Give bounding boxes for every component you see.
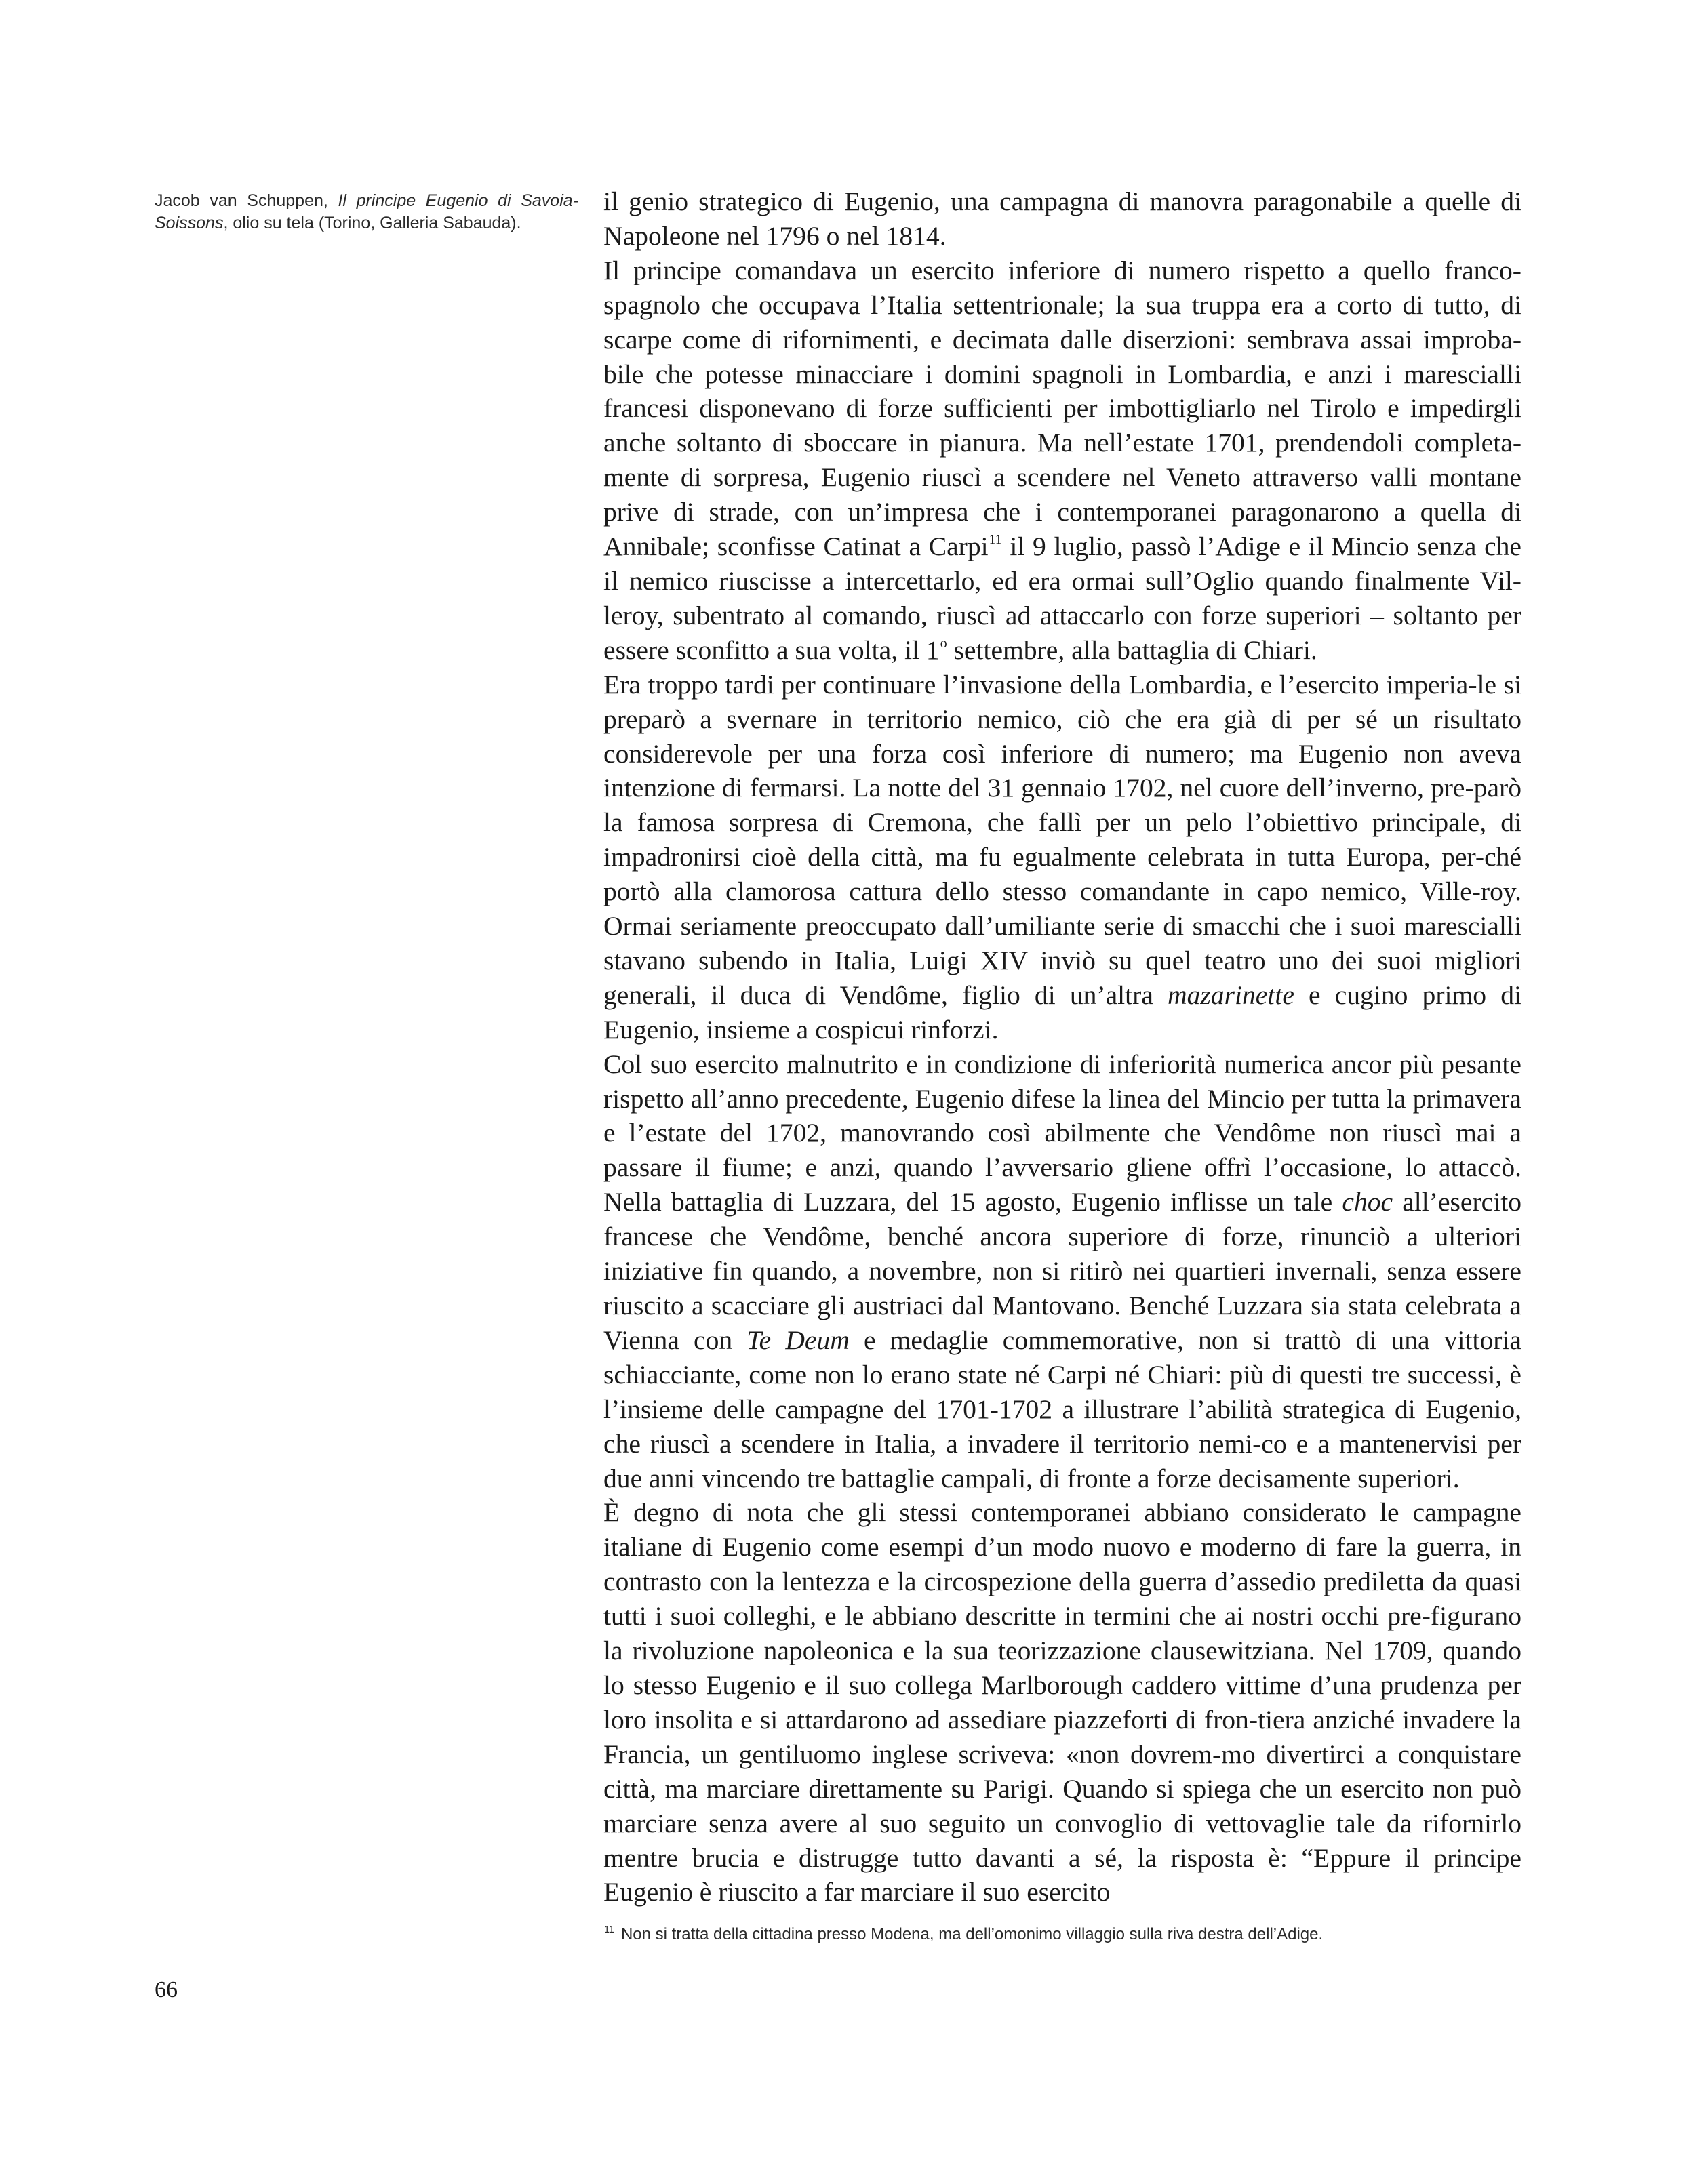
paragraph-2-text-b: il 9 luglio, passò l’Adige e il Mincio senza che il nemico riuscisse a intercettarlo, ed era ormai sull’Oglio quando finalmente Vil-leroy, subentrato al comando, riuscì ad attaccarlo con forze superiori – soltanto per essere sconfitto a sua volta, il 1	[603, 531, 1521, 665]
paragraph-4-text-a: Col suo esercito malnutrito e in condizione di inferiorità numerica ancor più pesante rispetto all’anno precedente, Eugenio difese la linea del Mincio per tutta la primavera e l’estate del 1702, manovrando così abilmente che Vendôme non riuscì mai a passare il fiume; e anzi, quando l’avversario gliene offrì l’occasione, lo attaccò. Nella battaglia di Luzzara, del 15 agosto, Eugenio inflisse un tale	[603, 1049, 1521, 1217]
footnote-number: 11	[604, 1924, 614, 1935]
paragraph-4-italic-choc: choc	[1342, 1187, 1393, 1217]
ordinal-superscript: o	[940, 635, 947, 651]
paragraph-3-text-a: Era troppo tardi per continuare l’invasione della Lombardia, e l’esercito imperia-le si preparò a svernare in territorio nemico, ciò che era già di per sé un risultato considerevole per una forza così inferiore di numero; ma Eugenio non aveva intenzione di fermarsi. La notte del 31 gennaio 1702, nel cuore dell’inverno, pre-parò la famosa sorpresa di Cremona, che fallì per un pelo l’obiettivo principale, di impadronirsi cioè della città, ma fu egualmente celebrata in tutta Europa, per-ché portò alla clamorosa cattura dello stesso comandante in capo nemico, Ville-roy. Ormai seriamente preoccupato dall’umiliante serie di smacchi che i suoi marescialli stavano subendo in Italia, Luigi XIV inviò su quel teatro uno dei suoi migliori generali, il duca di Vendôme, figlio di un’altra	[603, 669, 1521, 1010]
paragraph-2	[603, 254, 1521, 668]
paragraph-4-text-c: e medaglie commemorative, non si trattò di una vittoria schiacciante, come non lo erano state né Carpi né Chiari: più di questi tre successi, è l’insieme delle campagne del 1701-1702 a illustrare l’abilità strategica di Eugenio, che riuscì a scendere in Italia, a invadere il territorio nemi-co e a mantenervisi per due anni vincendo tre battaglie campali, di fronte a forze decisamente superiori.	[603, 1324, 1521, 1493]
main-text-column	[603, 184, 1521, 1909]
footnote-text: Non si tratta della cittadina presso Modena, ma dell’omonimo villaggio sulla riva destra dell’Adige.	[620, 1925, 1324, 1943]
paragraph-5: È degno di nota che gli stessi contemporanei abbiano considerato le campagne italiane di Eugenio come esempi d’un modo nuovo e moderno di fare la guerra, in contrasto con la lentezza e la circospezione della guerra d’assedio prediletta da quasi tutti i suoi colleghi, e le abbiano descritte in termini che ai nostri occhi pre-figurano la rivoluzione napoleonica e la sua teorizzazione clausewitziana. Nel 1709, quando lo stesso Eugenio e il suo collega Marlborough caddero vittime d’una prudenza per loro insolita e si attardarono ad assediare piazzeforti di fron-tiera anziché invadere la Francia, un gentiluomo inglese scriveva: «non dovrem-mo divertirci a conquistare città, ma marciare direttamente su Parigi. Quando si spiega che un esercito non può marciare senza avere al suo seguito un convoglio di vettovaglie tale da rifornirlo mentre brucia e distrugge tutto davanti a sé, la risposta è: “Eppure il principe Eugenio è riuscito a far marciare il suo esercito	[603, 1497, 1521, 1907]
paragraph-3-italic: mazarinette	[1168, 979, 1294, 1010]
footnote	[603, 1924, 1521, 1945]
paragraph-4-italic-te-deum: Te Deum	[747, 1324, 850, 1355]
paragraph-4	[603, 1047, 1521, 1496]
figure-caption	[155, 190, 578, 235]
paragraph-1: il genio strategico di Eugenio, una campagna di manovra paragonabile a quelle di Napoleone nel 1796 o nel 1814.	[603, 186, 1521, 251]
caption-rest: , olio su tela (Torino, Galleria Sabauda).	[223, 214, 521, 232]
caption-author: Jacob van Schuppen,	[155, 191, 338, 210]
page-number: 66	[155, 1977, 178, 2002]
footnote-reference: 11	[989, 532, 1002, 548]
paragraph-4-text-b: all’esercito francese che Vendôme, benché ancora superiore di forze, rinunciò a ulteriori iniziative fin quando, a novembre, non si ritirò nei quartieri invernali, senza essere riuscito a scacciare gli austriaci dal Mantovano. Benché Luzzara sia stata celebrata a Vienna con	[603, 1187, 1522, 1355]
caption-title: Il principe Eugenio di Savoia-Soissons	[155, 191, 578, 232]
paragraph-3	[603, 668, 1521, 1047]
paragraph-2-text-c: settembre, alla battaglia di Chiari.	[947, 634, 1317, 665]
paragraph-2-text-a: Il principe comandava un esercito inferiore di numero rispetto a quello franco-spagnolo che occupava l’Italia settentrionale; la sua truppa era a corto di tutto, di scarpe come di rifornimenti, e decimata dalle diserzioni: sembrava assai improba-bile che potesse minacciare i domini spagnoli in Lombardia, e anzi i marescialli francesi disponevano di forze sufficienti per imbottigliarlo nel Tirolo e impedirgli anche soltanto di sboccare in pianura. Ma nell’estate 1701, prendendoli completa-mente di sorpresa, Eugenio riuscì a scendere nel Veneto attraverso valli montane prive di strade, con un’impresa che i contemporanei paragonarono a quella di Annibale; sconfisse Catinat a Carpi	[603, 255, 1521, 562]
paragraph-3-text-b: e cugino primo di Eugenio, insieme a cospicui rinforzi.	[603, 979, 1521, 1045]
